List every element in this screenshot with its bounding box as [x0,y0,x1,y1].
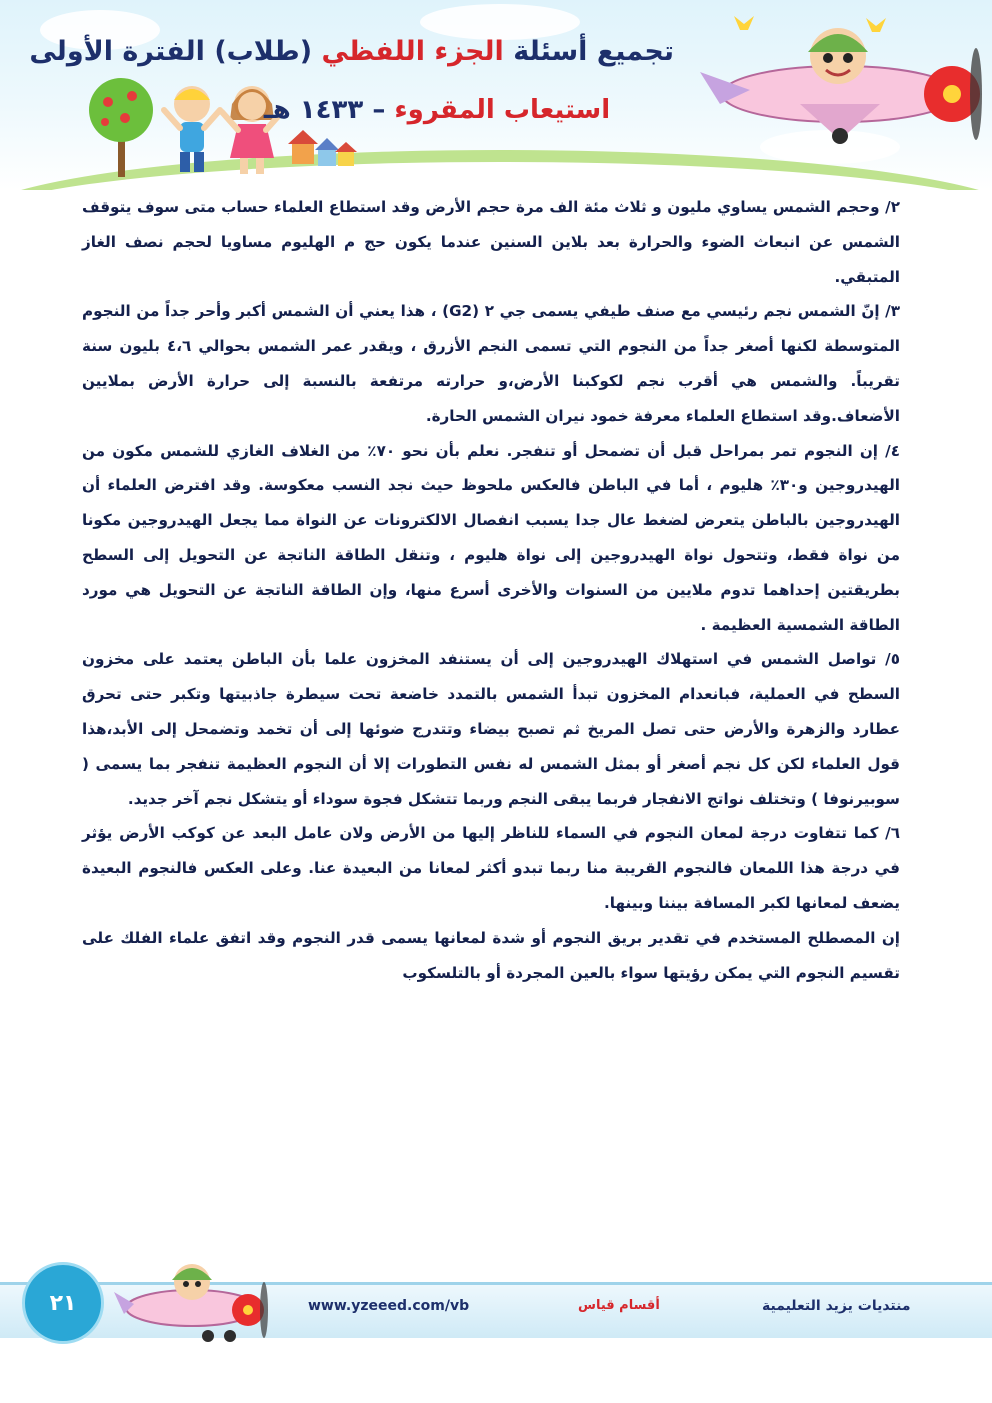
website-url[interactable]: www.yzeeed.com/vb [308,1298,470,1314]
page-number-badge [22,1262,104,1344]
section-label: أقسام قياس [578,1298,660,1313]
page-subtitle [237,95,637,125]
subtitle-rest: – ١٤٣٣ هـ [263,95,395,125]
subtitle-highlight: استيعاب المقروء [394,95,611,125]
cloud [420,4,580,40]
page-footer [0,1262,992,1352]
page-title [29,36,674,67]
kids-tree-illustration [80,72,370,182]
footer-plane-icon [112,1252,282,1348]
paragraph-5: ٥/ تواصل الشمس في استهلاك الهيدروجين إلى أن يستنفد المخزون علما بأن الباطن يعتمد على مخزون السطح في العملية، فبانعدام المخزون تبدأ الشمس بالتمدد خاضعة تحت سيطرة جاذبيتها وتكبر حتى تحرق عطارد والزهرة والأرض حتى تصل المريخ ثم تصبح بيضاء وتتدرج ضوئها إلى أن تخمد وتضمحل إلى الأبد،هذا قول العلماء لكن كل نجم أصغر أو بمثل الشمس له نفس التطورات إلا أن النجوم العظيمة تنفجر بما يسمى ( سوبيرنوفا ) وتختلف نواتج الانفجار فربما يبقى النجم وربما تتشكل فجوة سوداء أو يتشكل نجم آخر جديد. [82,650,900,808]
reading-passage [82,190,900,990]
paragraph-6: ٦/ كما تتفاوت درجة لمعان النجوم في السماء للناظر إليها من الأرض ولان عامل البعد عن كوكب الأرض يؤثر في درجة هذا اللمعان فالنجوم القريبة منا ربما تبدو أكثر لمعانا من البعيدة عنا. وعلى العكس فالنجوم البعيدة يضعف لمعانها لكبر المسافة بيننا وبينها. [82,824,900,912]
paragraph-3: ٣/ إنّ الشمس نجم رئيسي مع صنف طيفي يسمى جي ٢ (G2) ، هذا يعني أن الشمس أكبر وأحر جداً من النجوم المتوسطة لكنها أصغر جداً من النجوم التي تسمى النجم الأزرق ، ويقدر عمر الشمس بحوالي ٤،٦ بليون سنة تقريباً. والشمس هي أقرب نجم لكوكبنا الأرض،و حرارته مرتفعة بالنسبة إلى حرارة الأرض بملايين الأضعاف.وقد استطاع العلماء معرفة خمود نيران الشمس الحارة. [82,302,900,425]
paragraph-4: ٤/ إن النجوم تمر بمراحل قبل أن تضمحل أو تنفجر. نعلم بأن نحو ٧٠٪ من الغلاف الغازي للشمس مكون من الهيدروجين و٣٠٪ هليوم ، أما في الباطن فالعكس ملحوظ حيث نجد النسب معكوسة. وقد افترض العلماء أن الهيدروجين بالباطن يتعرض لضغط عال جدا يسبب انفصال الالكترونات عن النواة مما يجعل الهيدروجين مكونا من نواة فقط، وتتحول نواة الهيدروجين إلى نواة هليوم ، وتنقل الطاقة الناتجة عن التحويل إلى السطح بطريقتين إحداهما تدوم ملايين من السنوات والأخرى أسرع منها، وإن الطاقة الناتجة عن التحويل هي مورد الطاقة الشمسية العظيمة . [82,441,900,634]
title-part-2: (طلاب) الفترة الأولى [29,36,322,67]
page-header [0,0,992,190]
page-number: ٢١ [49,1290,77,1316]
paragraph-7: إن المصطلح المستخدم في تقدير بريق النجوم أو شدة لمعانها يسمى قدر النجوم وقد اتفق علماء الفلك على تقسيم النجوم التي يمكن رؤيتها سواء بالعين المجردة أو بالتلسكوب [82,928,900,982]
plane-pilot-illustration [690,12,990,152]
title-highlight: الجزء اللفظي [321,36,504,67]
paragraph-2: ٢/ وحجم الشمس يساوي مليون و ثلاث مئة الف مرة حجم الأرض وقد استطاع العلماء حساب متى سوف يتوقف الشمس عن انبعاث الضوء والحرارة بعد بلاين السنين عندما يكون حج م الهليوم مساويا لحجم نصف الغاز المتبقي. [82,198,900,286]
title-part-1: تجميع أسئلة [503,36,674,67]
forum-name: منتديات يزيد التعليمية [762,1298,911,1314]
